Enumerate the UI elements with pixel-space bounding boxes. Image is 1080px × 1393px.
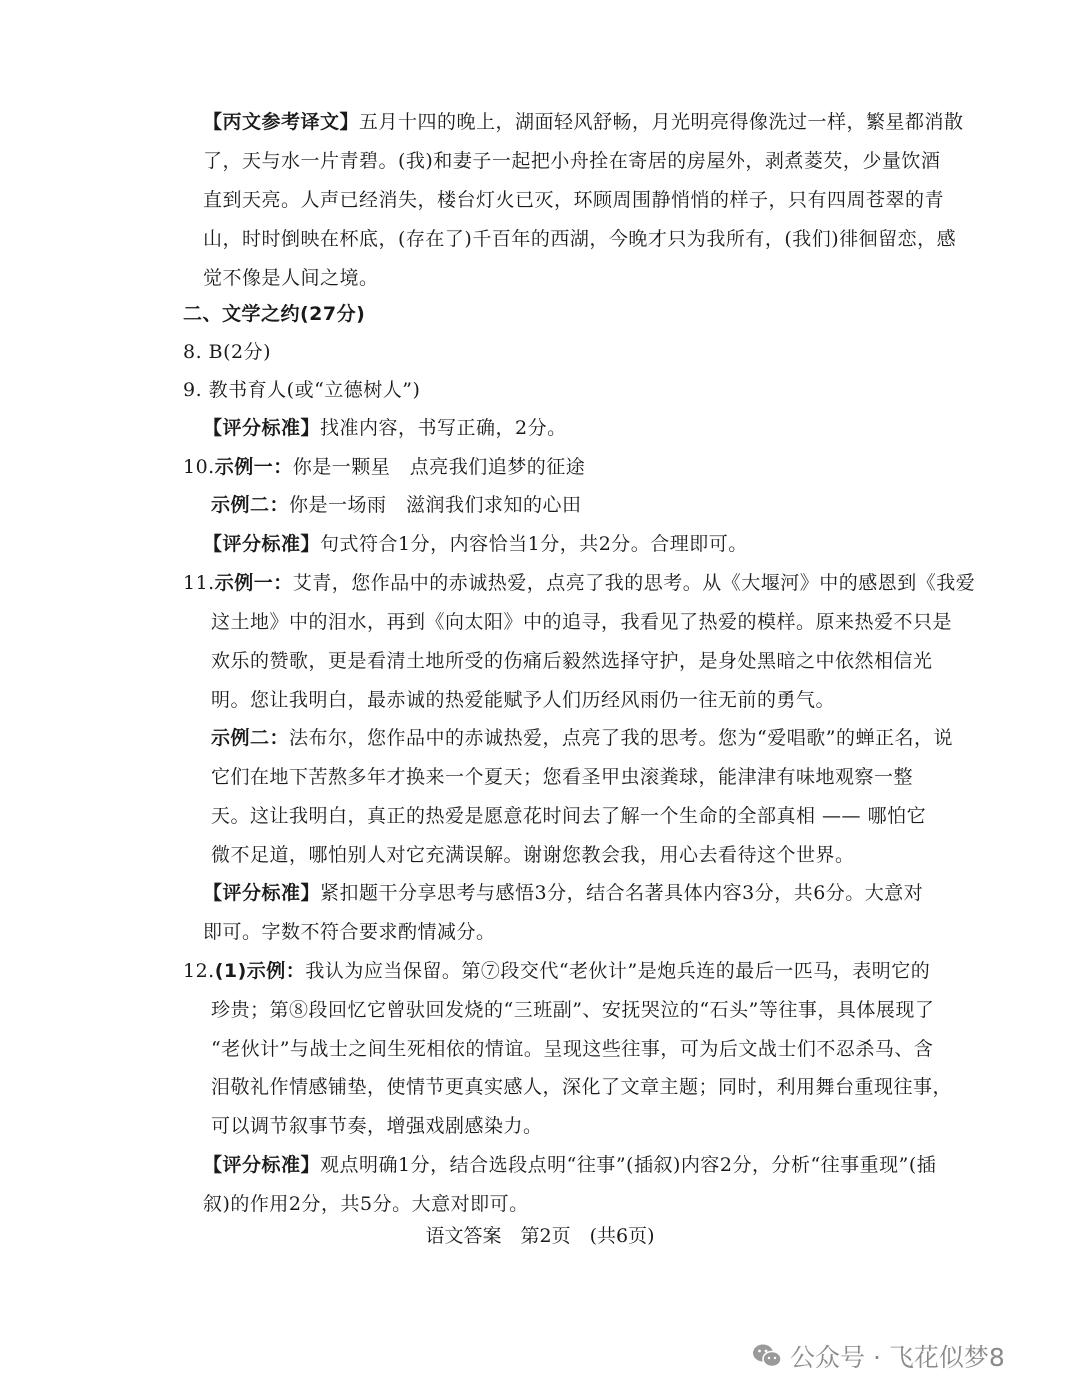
q11-example-2-line-1: 示例二：法布尔，您作品中的赤诚热爱，点亮了我的思考。您为“爱唱歌”的蝉正名，说	[211, 727, 953, 749]
watermark-text: 公众号 · 飞花似梦8	[790, 1343, 1005, 1372]
q12-sub-label: (1)示例：	[214, 960, 306, 982]
example-label: 示例一：	[214, 572, 293, 594]
q10-example-2: 示例二：你是一场雨 滋润我们求知的心田	[211, 494, 582, 516]
wechat-icon	[752, 1343, 782, 1369]
q12-line-2: 珍贵；第⑧段回忆它曾驮回发烧的“三班副”、安抚哭泣的“石头”等往事，具体展现了	[211, 999, 935, 1021]
q10-criteria: 【评分标准】句式符合1分，内容恰当1分，共2分。合理即可。	[203, 533, 748, 555]
criteria-label: 【评分标准】	[203, 1154, 321, 1176]
q11-criteria-line-1: 【评分标准】紧扣题干分享思考与感悟3分，结合名著具体内容3分，共6分。大意对	[203, 882, 924, 904]
passage-line-2: 了，天与水一片青碧。(我)和妻子一起把小舟拴在寄居的房屋外，剥煮菱芡，少量饮酒	[203, 150, 941, 172]
q11-criteria-line-2: 即可。字数不符合要求酌情减分。	[203, 921, 496, 943]
q8-answer: 8. B(2分)	[183, 341, 272, 363]
q12-line-5: 可以调节叙事节奏，增强戏剧感染力。	[211, 1115, 543, 1137]
q11-example-2-line-2: 它们在地下苦熬多年才换来一个夏天；您看圣甲虫滚粪球，能津津有味地观察一整	[211, 766, 914, 788]
criteria-label: 【评分标准】	[203, 533, 321, 555]
q11-example-1-line-2: 这土地》中的泪水，再到《向太阳》中的追寻，我看见了热爱的模样。原来热爱不只是	[211, 611, 953, 633]
passage-line-4: 山，时时倒映在杯底，(存在了)千百年的西湖，今晚才只为我所有，(我们)徘徊留恋，感	[203, 228, 957, 250]
q10-example-1: 10.示例一：你是一颗星 点亮我们追梦的征途	[183, 456, 586, 478]
q12-line-1: 12.(1)示例：我认为应当保留。第⑦段交代“老伙计”是炮兵连的最后一匹马，表明它的	[183, 960, 931, 982]
criteria-label: 【评分标准】	[203, 417, 321, 439]
q9-answer: 9. 教书育人(或“立德树人”)	[183, 379, 421, 401]
q12-line-4: 泪敬礼作情感铺垫，使情节更真实感人，深化了文章主题；同时，利用舞台重现往事，	[211, 1076, 953, 1098]
q12-number: 12.	[183, 960, 215, 982]
passage-line-1: 【丙文参考译文】五月十四的晚上，湖面轻风舒畅，月光明亮得像洗过一样，繁星都消散	[203, 111, 964, 133]
q12-line-3: “老伙计”与战士之间生死相依的情谊。呈现这些往事，可为后文战士们不忍杀马、含	[211, 1038, 934, 1060]
q12-criteria-line-1: 【评分标准】观点明确1分，结合选段点明“往事”(插叙)内容2分，分析“往事重现”(插	[203, 1154, 937, 1176]
q11-example-2-line-3: 天。这让我明白，真正的热爱是愿意花时间去了解一个生命的全部真相 —— 哪怕它	[211, 805, 927, 827]
watermark	[752, 1336, 1005, 1376]
q9-criteria: 【评分标准】找准内容，书写正确，2分。	[203, 417, 567, 439]
example-label: 示例二：	[211, 494, 290, 516]
q11-example-1-line-1: 11.示例一：艾青，您作品中的赤诚热爱，点亮了我的思考。从《大堰河》中的感恩到《我爱	[183, 572, 976, 594]
q11-example-1-line-4: 明。您让我明白，最赤诚的热爱能赋予人们历经风雨仍一往无前的勇气。	[211, 689, 836, 711]
q10-number: 10.	[183, 456, 215, 478]
q11-example-2-line-4: 微不足道，哪怕别人对它充满误解。谢谢您教会我，用心去看待这个世界。	[211, 844, 855, 866]
passage-line-5: 觉不像是人间之境。	[203, 267, 379, 289]
q11-number: 11.	[183, 572, 215, 594]
q12-criteria-line-2: 叙)的作用2分，共5分。大意对即可。	[203, 1193, 529, 1215]
example-label: 示例二：	[211, 727, 290, 749]
passage-label: 【丙文参考译文】	[203, 111, 360, 133]
section-heading: 二、文学之约(27分)	[183, 303, 366, 325]
criteria-label: 【评分标准】	[203, 882, 321, 904]
passage-line-3: 直到天亮。人声已经消失，楼台灯火已灭，环顾周围静悄悄的样子，只有四周苍翠的青	[203, 189, 945, 211]
page-footer: 语文答案 第2页 (共6页)	[425, 1225, 655, 1247]
q11-example-1-line-3: 欢乐的赞歌，更是看清土地所受的伤痛后毅然选择守护，是身处黑暗之中依然相信光	[211, 650, 933, 672]
example-label: 示例一：	[214, 456, 293, 478]
